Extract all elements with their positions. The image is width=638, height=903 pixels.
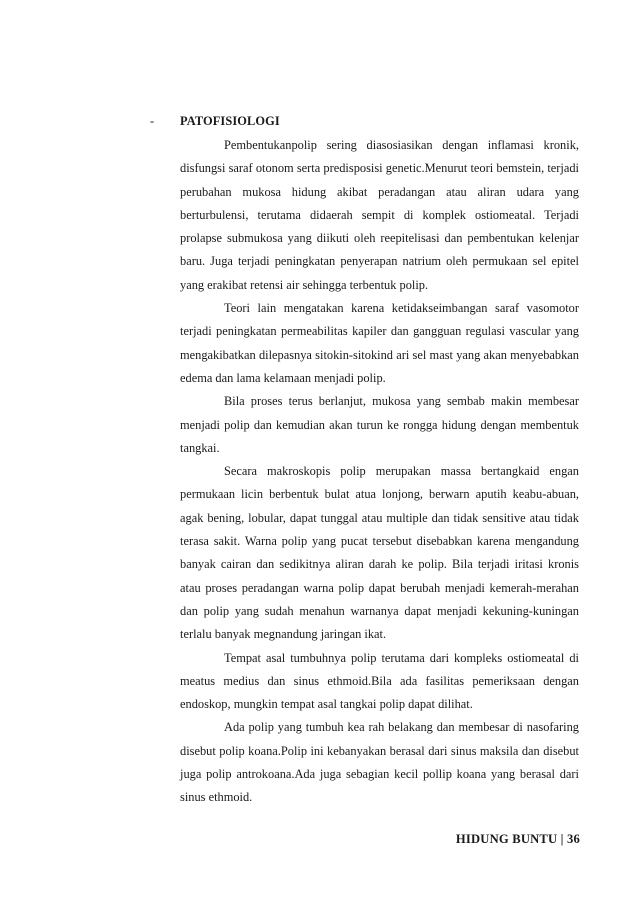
body-text: [180, 134, 579, 810]
heading-bullet: -: [150, 114, 155, 128]
page-footer: [456, 832, 580, 847]
paragraph: Teori lain mengatakan karena ketidakseimbangan saraf vasomotor terjadi peningkatan permeabilitas kapiler dan gangguan regulasi vascular yang mengakibatkan dilepasnya sitokin-sitokind ari sel mast yang akan menyebabkan edema dan lama kelamaan menjadi polip.: [180, 301, 579, 385]
section-heading: [150, 111, 280, 131]
paragraph: Secara makroskopis polip merupakan massa bertangkaid engan permukaan licin berbentuk bulat atua lonjong, berwarn aputih keabu-abuan, agak bening, lobular, dapat tunggal atau multiple dan tidak sensitive atau tidak terasa sakit. Warna polip yang pucat tersebut disebabkan karena mengandung banyak cairan dan sedikitnya aliran darah ke polip. Bila terjadi iritasi kronis atau proses peradangan warna polip dapat berubah menjadi kemerah-merahan dan polip yang sudah menahun warnanya dapat menjadi kekuning-kuningan terlalu banyak megnandung jaringan ikat.: [180, 464, 579, 642]
paragraph: Ada polip yang tumbuh kea rah belakang dan membesar di nasofaring disebut polip koana.Polip ini kebanyakan berasal dari sinus maksila dan disebut juga polip antrokoana.Ada juga sebagian kecil pollip koana yang berasal dari sinus ethmoid.: [180, 720, 579, 805]
paragraph: Tempat asal tumbuhnya polip terutama dari kompleks ostiomeatal di meatus medius dan sinus ethmoid.Bila ada fasilitas pemeriksaan dengan endoskop, mungkin tempat asal tangkai polip dapat dilihat.: [180, 650, 579, 712]
paragraph: Bila proses terus berlanjut, mukosa yang sembab makin membesar menjadi polip dan kemudian akan turun ke rongga hidung dengan membentuk tangkai.: [180, 394, 579, 455]
footer-separator: |: [557, 832, 567, 846]
footer-title: HIDUNG BUNTU: [455, 832, 558, 846]
heading-title: PATOFISIOLOGI: [180, 114, 280, 128]
paragraph: Pembentukanpolip sering diasosiasikan dengan inflamasi kronik, disfungsi saraf otonom serta predisposisi genetic.Menurut teori bemstein, terjadi perubahan mukosa hidung akibat peradangan atau aliran udara yang berturbulensi, terutama didaerah sempit di komplek ostiomeatal. Terjadi prolapse submukosa yang diikuti oleh reepitelisasi dan pembentukan kelenjar baru. Juga terjadi peningkatan penyerapan natrium oleh permukaan sel epitel yang erakibat retensi air sehingga terbentuk polip.: [180, 138, 579, 292]
page-number: 36: [567, 832, 580, 846]
